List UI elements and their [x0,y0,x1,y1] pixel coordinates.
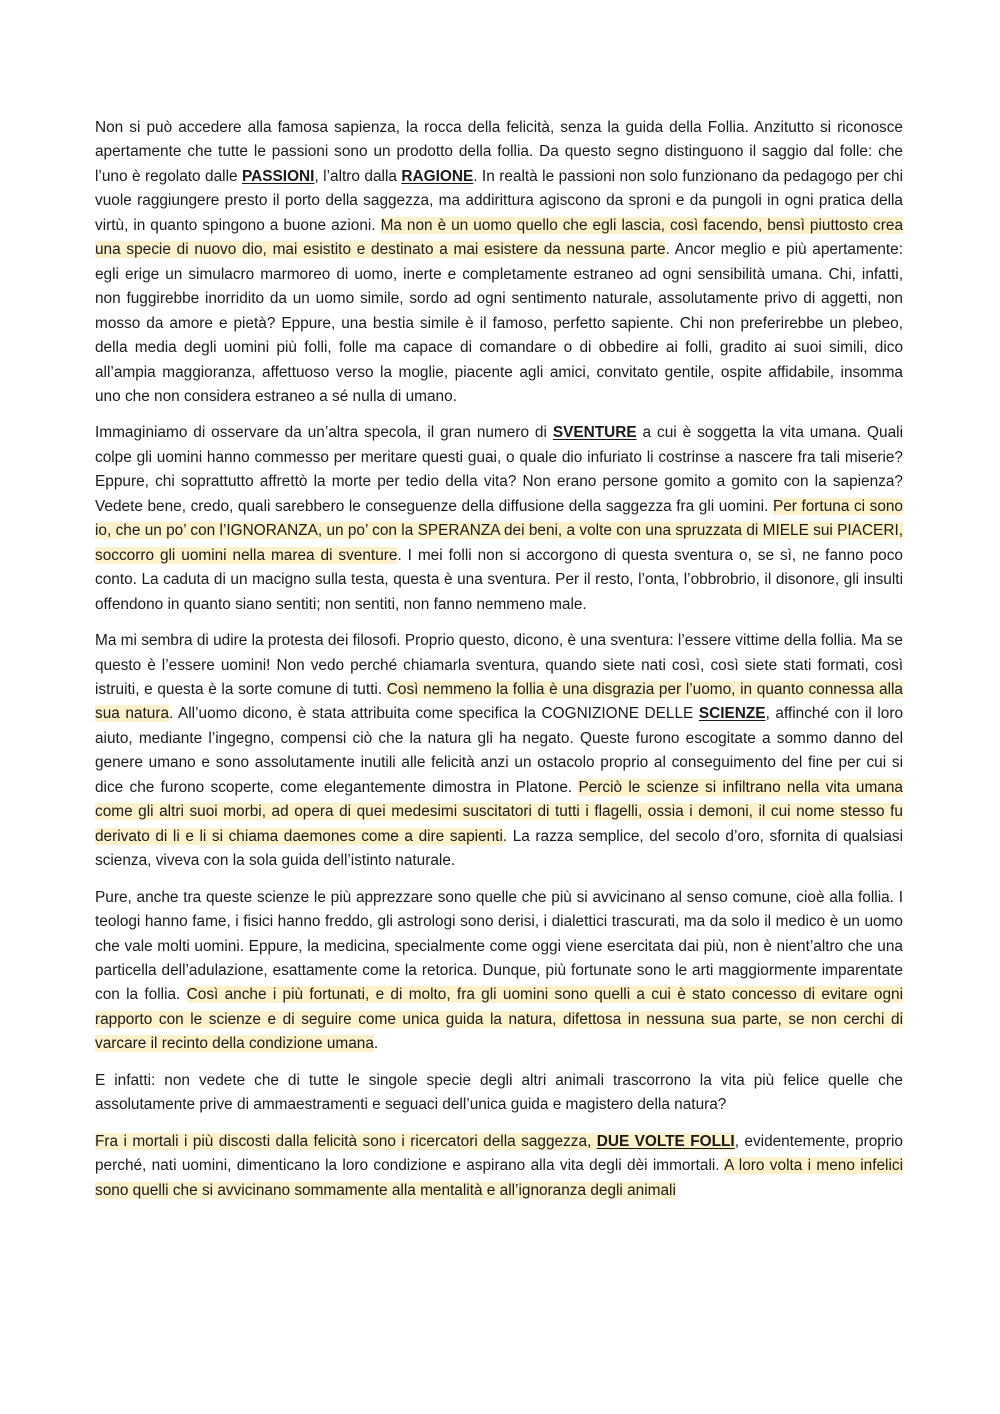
body-text: . La razza semplice, del secolo d’oro, sfornita di qualsiasi scienza, viveva con la sola guida dell’istinto naturale. [95,827,903,870]
body-text: . Ancor meglio e più apertamente: egli erige un simulacro marmoreo di uomo, inerte e completamente estraneo ad ogni sensibilità umana. Chi, infatti, non fuggirebbe inorridito da un uomo simile, sordo ad ogni sentimento naturale, assolutamente privo di aggetti, non mosso da amore e pietà? Eppure, una bestia simile è il famoso, perfetto sapiente. Chi non preferirebbe un plebeo, della media degli uomini più folli, folle ma capace di comandare o di obbedire ai folli, gradito ai suoi simili, dico all’ampia maggioranza, affettuoso verso la moglie, piacente agli amici, convitato gentile, ospite affidabile, insomma uno che non considera estraneo a sé nulla di umano. [95,241,903,405]
highlighted-text: Così nemmeno la follia è una disgrazia per l’uomo, in quanto connessa alla sua natura [95,680,903,723]
highlighted-text: Per fortuna ci sono io, che un po’ con l’IGNORANZA, un po’ con la SPERANZA dei beni, a volte con una spruzzata di MIELE sui PIACERI, soccorro gli uomini nella marea di sventure [95,497,903,564]
body-text: a cui è soggetta la vita umana. Quali colpe gli uomini hanno commesso per meritare questi guai, o quale dio infuriato li costrinse a nascere fra tali miserie? Eppure, chi soprattutto affrettò la morte per tedio della vita? Non erano persone gomito a gomito con la sapienza? Vedete bene, credo, quali sarebbero le conseguenze della diffusione della saggezza fra gli uomini. [95,424,903,515]
highlighted-text: Così anche i più fortunati, e di molto, fra gli uomini sono quelli a cui è stato concesso di evitare ogni rapporto con le scienze e di seguire come unica guida la natura, difettosa in nessuna sua parte, se non cerchi di varcare il recinto della condizione umana [95,986,903,1053]
paragraph-passioni [95,116,903,409]
keyword-underlined: RAGIONE [401,167,474,185]
body-text: , l’altro dalla [314,167,402,185]
highlighted-text: Ma non è un uomo quello che egli lascia, così facendo, bensì piuttosto crea una specie di nuovo dio, mai esistito e destinato a mai esistere da nessuna parte [95,216,904,259]
paragraph-animali [95,1069,903,1118]
body-text: . In realtà le passioni non solo funzionano da pedagogo per chi vuole raggiungere presto il porto della saggezza, ma addirittura agiscono da sproni e da pungoli in ogni pratica della virtù, in quanto spingono a buone azioni. [95,167,903,234]
paragraph-medicina [95,886,903,1057]
highlighted-text: Perciò le scienze si infiltrano nella vita umana come gli altri suoi morbi, ad opera di quei medesimi suscitatori di tutti i flagelli, ossia i demoni, il cui nome stesso fu derivato di li e li si chiama daemones come a dire sapienti [95,778,903,845]
highlighted-text: A loro volta i meno infelici sono quelli che si avvicinano sommamente alla mentalità e all’ignoranza degli animali [95,1157,904,1199]
paragraph-sventure [95,421,903,617]
body-text: Immaginiamo di osservare da un’altra specola, il gran numero di [95,424,553,442]
highlighted-text: Fra i mortali i più discosti dalla felicità sono i ricercatori della saggezza, [95,1132,597,1150]
document-page [95,116,903,1215]
keyword-underlined-highlighted: DUE VOLTE FOLLI [596,1132,735,1150]
body-text: . All’uomo dicono, è stata attribuita come specifica la COGNIZIONE DELLE [169,705,699,723]
keyword-underlined: SCIENZE [698,705,766,723]
paragraph-due-volte-folli [95,1130,903,1203]
body-text: Pure, anche tra queste scienze le più apprezzare sono quelle che più si avvicinano al senso comune, cioè alla follia. I teologi hanno fame, i fisici hanno freddo, gli astrologi sono derisi, i dialettici trascurati, ma da solo il medico è un uomo che vale molti uomini. Eppure, la medicina, specialmente come oggi viene esercitata dai più, non è nient’altro che una particella dell’adulazione, esattamente come la retorica. Dunque, più fortunate sono le arti maggiormente imparentate con la follia. [95,888,903,1004]
keyword-underlined: SVENTURE [552,424,637,442]
paragraph-scienze [95,629,903,874]
body-text: , evidentemente, proprio perché, nati uomini, dimenticano la loro condizione e aspirano alla vita degli dèi immortali. [95,1132,903,1175]
body-text: , affinché con il loro aiuto, mediante l’ingegno, compensi ciò che la natura gli ha negato. Queste furono escogitate a sommo danno del genere umano e sono assolutamente inutili alle felicità anzi un ostacolo proprio al conseguimento del fine per cui si dice che furono scoperte, come elegantemente dimostra in Platone. [95,705,904,796]
body-text: Non si può accedere alla famosa sapienza, la rocca della felicità, senza la guida della Follia. Anzitutto si riconosce apertamente che tutte le passioni sono un prodotto della follia. Da questo segno distinguono il saggio dal folle: che l’uno è regolato dalle [95,119,903,185]
keyword-underlined: PASSIONI [242,167,315,185]
body-text: . [373,1035,379,1053]
body-text: Ma mi sembra di udire la protesta dei filosofi. Proprio questo, dicono, è una sventura: l’essere vittime della follia. Ma se questo è l’essere uomini! Non vedo perché chiamarla sventura, quando siete nati così, così siete stati formati, così istruiti, e questa è la sorte comune di tutti. [95,632,903,698]
body-text: . I mei folli non si accorgono di questa sventura o, se sì, ne fanno poco conto. La caduta di un macigno sulla testa, questa è una sventura. Per il resto, l’onta, l’obbrobrio, il disonore, gli insulti offendono in quanto siano sentiti; non sentiti, non fanno nemmeno male. [95,546,903,613]
body-text: E infatti: non vedete che di tutte le singole specie degli altri animali trascorrono la vita più felice quelle che assolutamente prive di ammaestramenti e seguaci dell’unica guida e magistero della natura? [95,1071,903,1114]
